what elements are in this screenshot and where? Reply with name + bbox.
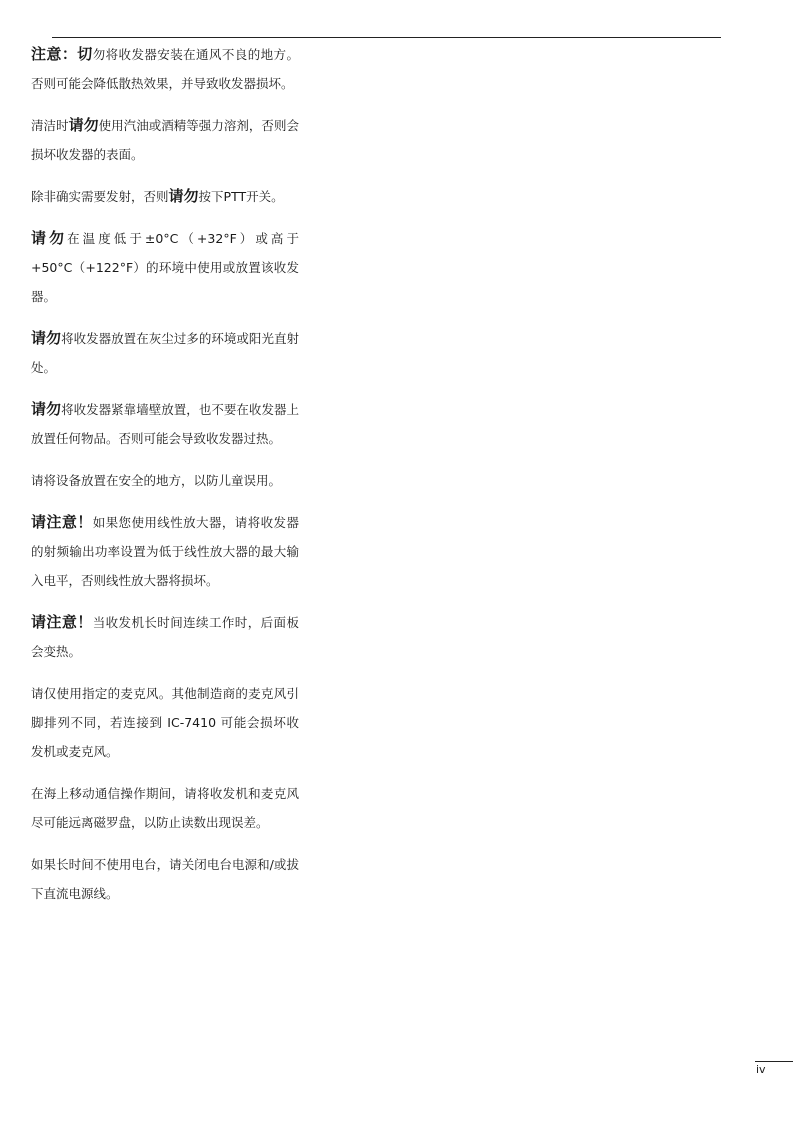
precaution-lead: 请注意！ xyxy=(31,513,93,531)
header-rule xyxy=(52,37,721,38)
precaution-microphone xyxy=(31,679,299,766)
precaution-text: 请仅使用指定的麦克风。其他制造商的麦克风引脚排列不同，若连接到 IC-7410 可能会损坏收发机或麦克风。 xyxy=(31,686,299,759)
precaution-lead: 请勿 xyxy=(31,329,62,347)
precaution-lead: 请勿 xyxy=(31,229,68,247)
page-number: iv xyxy=(756,1063,766,1076)
precaution-lead: 请勿 xyxy=(68,116,99,134)
precaution-text: 使用汽油或酒精等强力溶剂，否则会损坏收发器的表面。 xyxy=(31,118,299,162)
precaution-lead: 注意：切 xyxy=(31,45,93,63)
precaution-prefix: 清洁时 xyxy=(31,118,69,133)
precaution-power-off xyxy=(31,850,299,908)
precaution-compass xyxy=(31,779,299,837)
precaution-ventilation xyxy=(31,40,299,98)
precaution-text: 如果您使用线性放大器，请将收发器的射频输出功率设置为低于线性放大器的最大输入电平，否则线性放大器将损坏。 xyxy=(31,515,299,588)
precaution-lead: 请勿 xyxy=(31,400,62,418)
precaution-text: 请将设备放置在安全的地方，以防儿童误用。 xyxy=(31,473,282,488)
precaution-temperature xyxy=(31,224,299,311)
precaution-lead: 请注意！ xyxy=(31,613,93,631)
precaution-text: 在温度低于±0°C（+32°F）或高于+50°C（+122°F）的环境中使用或放置该收发器。 xyxy=(31,231,299,304)
precautions-column xyxy=(31,40,299,921)
precaution-text: 将收发器放置在灰尘过多的环境或阳光直射处。 xyxy=(31,331,299,375)
precaution-text: 当收发机长时间连续工作时，后面板会变热。 xyxy=(31,615,299,659)
footer-rule xyxy=(755,1061,793,1062)
precaution-rear-panel-heat xyxy=(31,608,299,666)
precaution-cleaning xyxy=(31,111,299,169)
precaution-dust-sunlight xyxy=(31,324,299,382)
precaution-text: 按下PTT开关。 xyxy=(198,189,284,204)
precaution-text: 在海上移动通信操作期间，请将收发机和麦克风尽可能远离磁罗盘，以防止读数出现误差。 xyxy=(31,786,299,830)
precaution-lead: 请勿 xyxy=(168,187,199,205)
precaution-children xyxy=(31,466,299,495)
precaution-linear-amplifier xyxy=(31,508,299,595)
precaution-text: 如果长时间不使用电台，请关闭电台电源和/或拔下直流电源线。 xyxy=(31,857,299,901)
precaution-prefix: 除非确实需要发射，否则 xyxy=(31,189,169,204)
precaution-text: 勿将收发器安装在通风不良的地方。否则可能会降低散热效果，并导致收发器损坏。 xyxy=(31,47,299,91)
precaution-wall-placement xyxy=(31,395,299,453)
precaution-text: 将收发器紧靠墙壁放置，也不要在收发器上放置任何物品。否则可能会导致收发器过热。 xyxy=(31,402,299,446)
precaution-ptt xyxy=(31,182,299,211)
